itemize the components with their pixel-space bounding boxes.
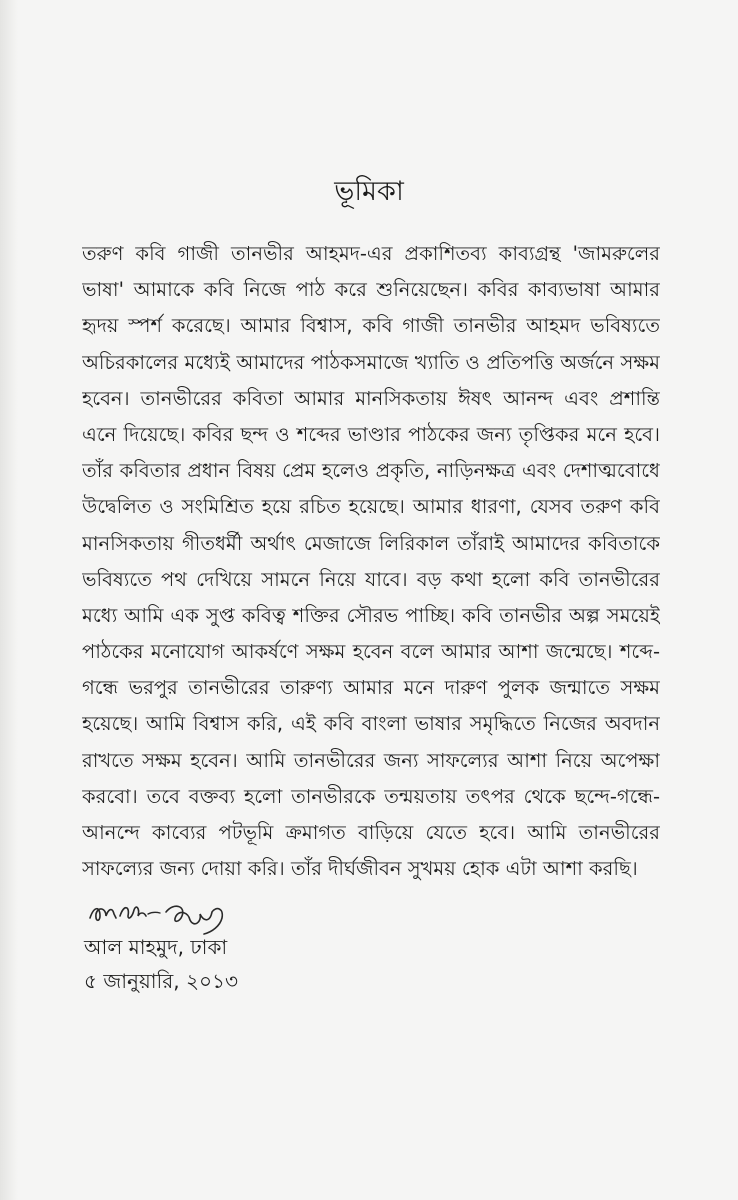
paragraph-line: তাঁর কবিতার প্রধান বিষয় প্রেম হলেও প্রকৃতি, নাড়িনক্ষত্র এবং দেশাত্মবোধে (82, 459, 660, 483)
paragraph-line: হয়েছে। আমি বিশ্বাস করি, এই কবি বাংলা ভাষার সমৃদ্ধিতে নিজের অবদান (82, 712, 660, 736)
paragraph-line: অচিরকালের মধ্যেই আমাদের পাঠকসমাজে খ্যাতি ও প্রতিপত্তি অর্জনে সক্ষম (82, 350, 660, 374)
paragraph-line: পাঠকের মনোযোগ আকর্ষণে সক্ষম হবেন বলে আমার আশা জন্মেছে। শব্দে- (82, 640, 660, 664)
paragraph-line: হৃদয় স্পর্শ করেছে। আমার বিশ্বাস, কবি গাজী তানভীর আহমদ ভবিষ্যতে (82, 314, 660, 338)
publication-date: ৫ জানুয়ারি, ২০১৩ (84, 969, 238, 993)
paragraph-line: ভবিষ্যতে পথ দেখিয়ে সামনে নিয়ে যাবে। বড় কথা হলো কবি তানভীরের (82, 567, 660, 591)
author-name: আল মাহমুদ, ঢাকা (84, 935, 228, 959)
paragraph-line: ভাষা' আমাকে কবি নিজে পাঠ করে শুনিয়েছেন। কবির কাব্যভাষা আমার (82, 278, 660, 302)
paragraph-line: মানসিকতায় গীতধর্মী অর্থাৎ মেজাজে লিরিকাল তাঁরাই আমাদের কবিতাকে (82, 531, 660, 555)
paragraph-line: রাখতে সক্ষম হবেন। আমি তানভীরের জন্য সাফল্যের আশা নিয়ে অপেক্ষা (82, 748, 660, 772)
paragraph-line: করবো। তবে বক্তব্য হলো তানভীরকে তন্ময়তায় তৎপর থেকে ছন্দে-গন্ধে- (82, 784, 660, 808)
paragraph-line: উদ্বেলিত ও সংমিশ্রিত হয়ে রচিত হয়েছে। আমার ধারণা, যেসব তরুণ কবি (82, 495, 660, 519)
paragraph-line: এনে দিয়েছে। কবির ছন্দ ও শব্দের ভাণ্ডার পাঠকের জন্য তৃপ্তিকর মনে হবে। (82, 422, 660, 446)
paragraph-line: আনন্দে কাব্যের পটভূমি ক্রমাগত বাড়িয়ে যেতে হবে। আমি তানভীরের (82, 821, 660, 844)
page-title: ভূমিকা (334, 176, 404, 207)
paragraph-line: সাফল্যের জন্য দোয়া করি। তাঁর দীর্ঘজীবন সুখময় হোক এটা আশা করছি। (82, 857, 638, 881)
paragraph-line: গন্ধে ভরপুর তানভীরের তারুণ্য আমার মনে দারুণ পুলক জন্মাতে সক্ষম (82, 676, 660, 700)
foreword-paragraph (82, 236, 660, 887)
paragraph-line: হবেন। তানভীরের কবিতা আমার মানসিকতায় ঈষৎ আনন্দ এবং প্রশান্তি (82, 386, 660, 410)
paragraph-line: মধ্যে আমি এক সুপ্ত কবিত্ব শক্তির সৌরভ পাচ্ছি। কবি তানভীর অল্প সময়েই (82, 603, 660, 627)
paragraph-line: তরুণ কবি গাজী তানভীর আহমদ-এর প্রকাশিতব্য কাব্যগ্রন্থ 'জামরুলের (82, 242, 660, 265)
